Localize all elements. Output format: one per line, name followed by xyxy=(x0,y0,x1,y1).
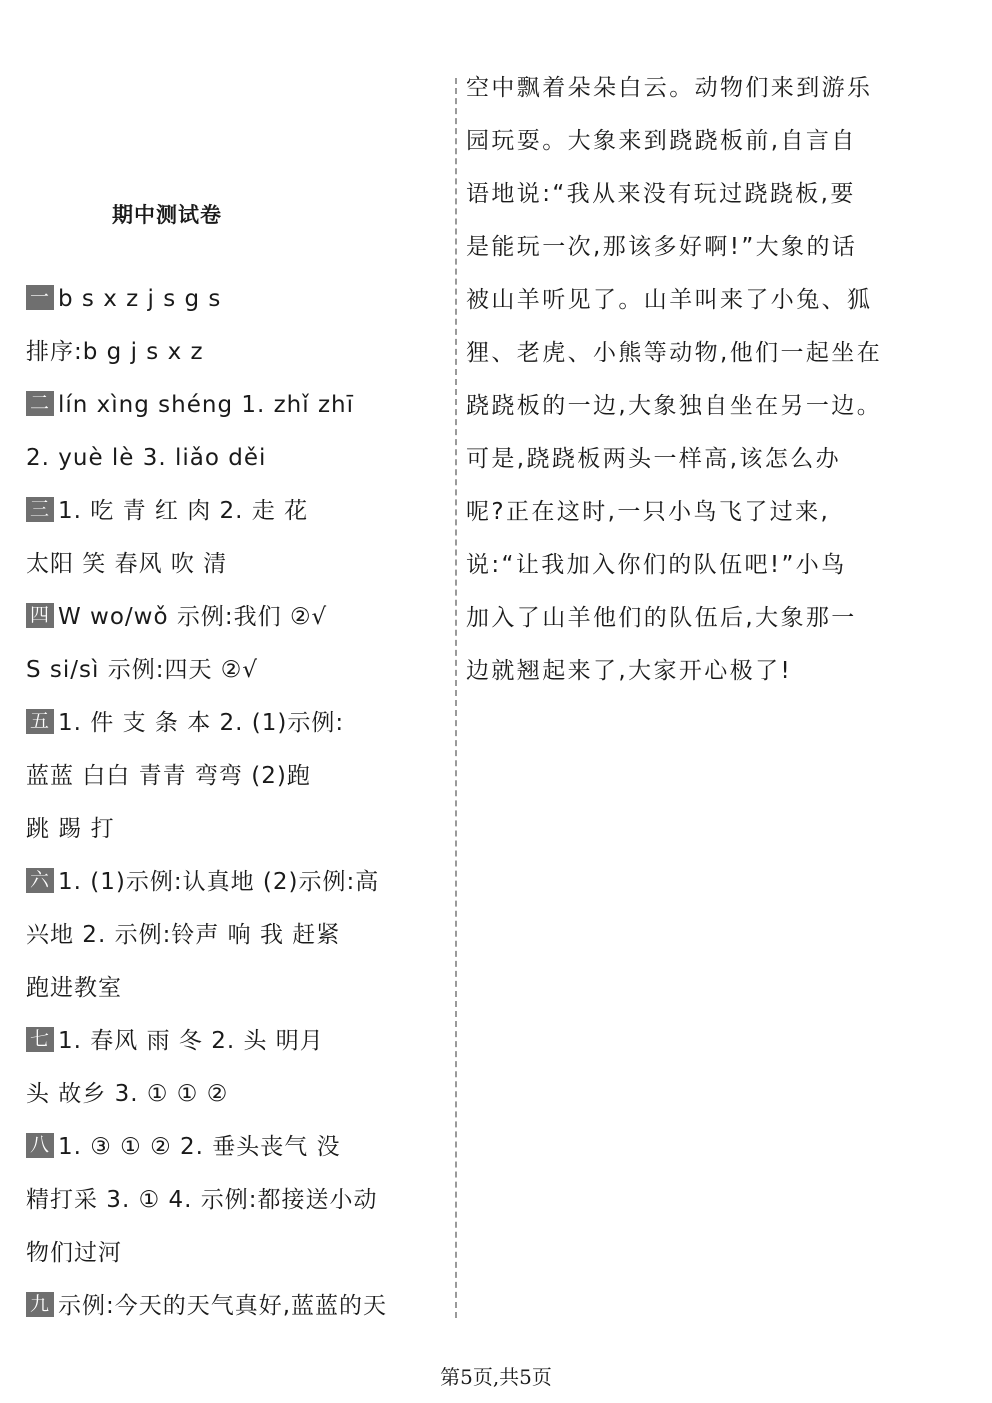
answer-text: 1. 春风 雨 冬 2. 头 明月 xyxy=(58,1028,324,1054)
answer-line xyxy=(26,326,451,379)
section-number-badge: 九 xyxy=(26,1292,54,1317)
answer-line xyxy=(26,1121,451,1174)
section-number-badge: 六 xyxy=(26,868,54,893)
answer-text: W wo/wǒ 示例:我们 ②√ xyxy=(58,604,328,630)
section-number-badge: 五 xyxy=(26,709,54,734)
answer-text: 太阳 笑 春风 吹 清 xyxy=(26,551,228,577)
page-title: 期中测试卷 xyxy=(112,202,222,227)
answer-text: lín xìng shéng 1. zhǐ zhī xyxy=(58,392,355,418)
story-line: 被山羊听见了。山羊叫来了小兔、狐 xyxy=(466,287,873,313)
story-line: 空中飘着朵朵白云。动物们来到游乐 xyxy=(466,75,873,101)
answer-text: 1. 件 支 条 本 2. (1)示例: xyxy=(58,710,345,736)
answer-line xyxy=(26,538,451,591)
story-line: 园玩耍。大象来到跷跷板前,自言自 xyxy=(466,128,857,154)
answer-line xyxy=(26,1015,451,1068)
answer-column-left xyxy=(26,273,451,1333)
story-line: 语地说:“我从来没有玩过跷跷板,要 xyxy=(466,181,856,207)
answer-line xyxy=(26,379,451,432)
answer-line xyxy=(26,909,451,962)
answer-line xyxy=(26,962,451,1015)
story-line: 可是,跷跷板两头一样高,该怎么办 xyxy=(466,446,842,472)
story-line: 是能玩一次,那该多好啊!”大象的话 xyxy=(466,234,858,260)
answer-text: 精打采 3. ① 4. 示例:都接送小动 xyxy=(26,1187,378,1213)
section-number-badge: 一 xyxy=(26,285,54,310)
section-number-badge: 二 xyxy=(26,391,54,416)
answer-text: 1. (1)示例:认真地 (2)示例:高 xyxy=(58,869,380,895)
story-line: 呢?正在这时,一只小鸟飞了过来, xyxy=(466,499,831,525)
story-line: 加入了山羊他们的队伍后,大象那一 xyxy=(466,605,857,631)
answer-line xyxy=(26,273,451,326)
answer-line xyxy=(26,644,451,697)
answer-text: 兴地 2. 示例:铃声 响 我 赶紧 xyxy=(26,922,341,948)
answer-text: 物们过河 xyxy=(26,1240,122,1266)
section-number-badge: 八 xyxy=(26,1133,54,1158)
answer-text: 跑进教室 xyxy=(26,975,122,1001)
story-line: 边就翘起来了,大家开心极了! xyxy=(466,658,793,684)
story-line: 狸、老虎、小熊等动物,他们一起坐在 xyxy=(466,340,883,366)
answer-text: 排序:b g j s x z xyxy=(26,339,204,365)
answer-line xyxy=(26,750,451,803)
answer-line xyxy=(26,1068,451,1121)
answer-text: S si/sì 示例:四天 ②√ xyxy=(26,657,259,683)
answer-text: 跳 踢 打 xyxy=(26,816,115,842)
answer-text: 2. yuè lè 3. liǎo děi xyxy=(26,445,267,471)
answer-text: b s x z j s g s xyxy=(58,286,222,312)
answer-line xyxy=(26,856,451,909)
answer-text: 蓝蓝 白白 青青 弯弯 (2)跑 xyxy=(26,763,311,789)
answer-line xyxy=(26,432,451,485)
answer-column-right xyxy=(466,62,886,698)
story-line: 说:“让我加入你们的队伍吧!”小鸟 xyxy=(466,552,847,578)
section-number-badge: 七 xyxy=(26,1027,54,1052)
answer-line xyxy=(26,803,451,856)
answer-text: 头 故乡 3. ① ① ② xyxy=(26,1081,229,1107)
section-number-badge: 四 xyxy=(26,603,54,628)
section-number-badge: 三 xyxy=(26,497,54,522)
answer-text: 1. ③ ① ② 2. 垂头丧气 没 xyxy=(58,1134,341,1160)
answer-line xyxy=(26,1280,451,1333)
answer-line xyxy=(26,591,451,644)
answer-text: 示例:今天的天气真好,蓝蓝的天 xyxy=(58,1293,388,1319)
answer-line xyxy=(26,485,451,538)
answer-line xyxy=(26,697,451,750)
page-number: 第5页,共5页 xyxy=(440,1365,552,1389)
answer-text: 1. 吃 青 红 肉 2. 走 花 xyxy=(58,498,309,524)
answer-line xyxy=(26,1227,451,1280)
column-divider xyxy=(455,78,457,1318)
answer-line xyxy=(26,1174,451,1227)
story-line: 跷跷板的一边,大象独自坐在另一边。 xyxy=(466,393,883,419)
